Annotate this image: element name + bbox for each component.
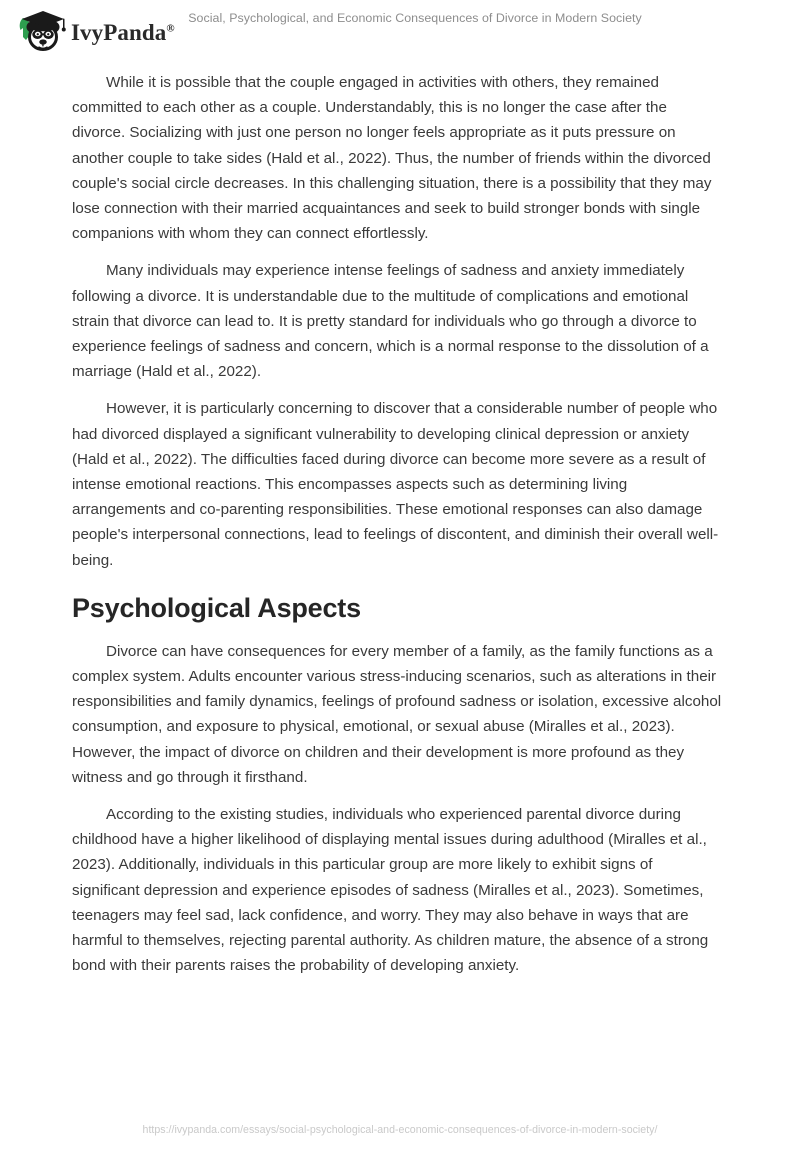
registered-mark: ® (166, 21, 175, 34)
running-title: Social, Psychological, and Economic Consequences of Divorce in Modern Society (188, 11, 642, 25)
document-body (72, 70, 724, 991)
section-heading-psychological-aspects: Psychological Aspects (72, 592, 361, 623)
paragraph: Many individuals may experience intense feelings of sadness and anxiety immediately following a divorce. It is understandable due to the multitude of complications and emotional strain that divorce can lead to. It is pretty standard for individuals who go through a divorce to experience feelings of sadness and concern, which is a normal response to the dissolution of a marriage (Hald et al., 2022). (72, 262, 709, 381)
brand-name-text: IvyPanda (71, 19, 167, 45)
paragraph: While it is possible that the couple engaged in activities with others, they remained committed to each other as a couple. Understandably, this is no longer the case after the divorce. Socializing with just one person no longer feels appropriate as it puts pressure on another couple to take sides (Hald et al., 2022). Thus, the number of friends within the divorced couple's social circle decreases. In this challenging situation, there is a possibility that they may lose connection with their married acquaintances and seek to build stronger bonds with single companions with whom they can connect effortlessly. (72, 74, 712, 243)
paragraph: According to the existing studies, individuals who experienced parental divorce during childhood have a higher likelihood of displaying mental issues during adulthood (Miralles et al., 2023). Additionally, individuals in this particular group are more likely to exhibit signs of significant depression and experience episodes of sadness (Miralles et al., 2023). Sometimes, teenagers may feel sad, lack confidence, and worry. They may also behave in ways that are harmful to themselves, rejecting parental authority. As children mature, the absence of a strong bond with their parents raises the probability of developing anxiety. (72, 806, 709, 975)
source-url-link[interactable]: https://ivypanda.com/essays/social-psychological-and-economic-consequences-of-divorce-in-modern-society/ (142, 1124, 658, 1136)
page-footer (0, 1120, 800, 1138)
page-header (0, 0, 800, 62)
paragraph: However, it is particularly concerning to discover that a considerable number of people who had divorced displayed a significant vulnerability to developing clinical depression or anxiety (Hald et al., 2022). The difficulties faced during divorce can become more severe as a result of intense emotional reactions. This encompasses aspects such as determining living arrangements and co-parenting responsibilities. These emotional responses can also damage people's interpersonal connections, lead to feelings of discontent, and diminish their overall well-being. (72, 400, 719, 569)
paragraph: Divorce can have consequences for every member of a family, as the family functions as a complex system. Adults encounter various stress-inducing scenarios, such as alterations in their responsibilities and family dynamics, feelings of profound sadness or isolation, excessive alcohol consumption, and exposure to physical, emotional, or sexual abuse (Miralles et al., 2023). However, the impact of divorce on children and their development is more profound as they witness and go through it firsthand. (72, 642, 722, 786)
